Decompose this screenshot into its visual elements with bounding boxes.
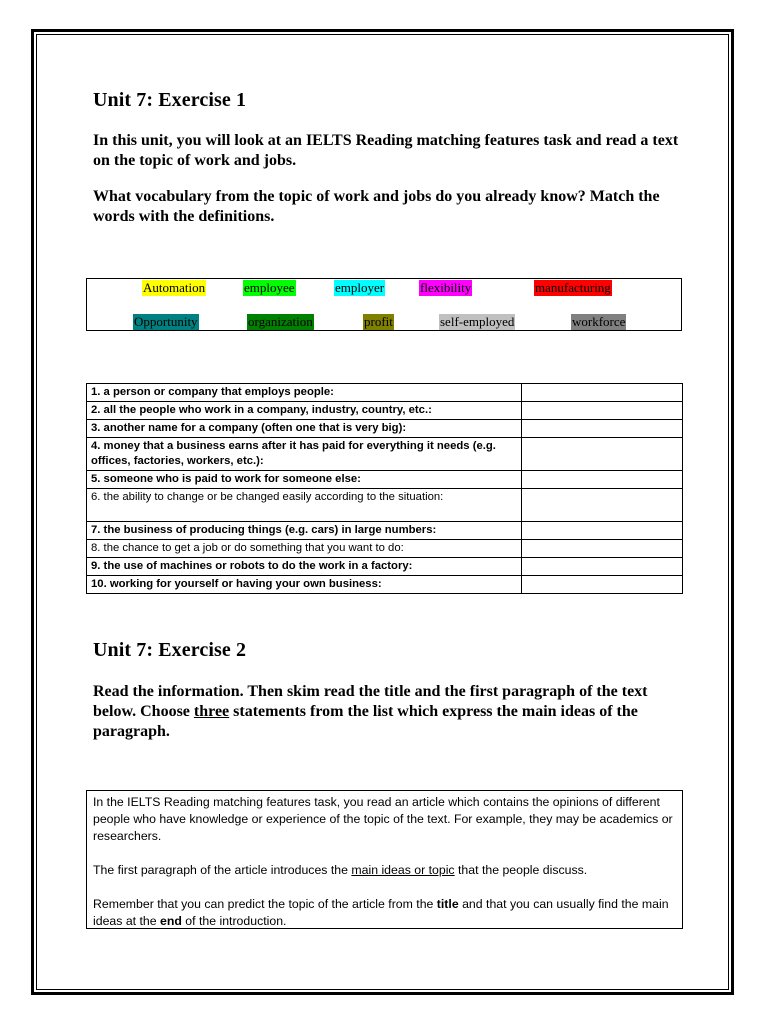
answer-cell[interactable] — [522, 438, 683, 471]
answer-cell[interactable] — [522, 420, 683, 438]
table-row — [87, 576, 683, 594]
end-keyword: end — [160, 914, 182, 928]
word-profit: profit — [364, 314, 393, 329]
definition-text: 7. the business of producing things (e.g. cars) in large numbers: — [87, 522, 522, 540]
table-row — [87, 540, 683, 558]
exercise1-question: What vocabulary from the topic of work and jobs do you already know? Match the words with the definitions. — [93, 188, 660, 225]
definition-text: 3. another name for a company (often one that is very big): — [87, 420, 522, 438]
answer-cell[interactable] — [522, 540, 683, 558]
table-row — [87, 522, 683, 540]
instruction-emphasis: three — [193, 703, 230, 720]
word-manufacturing: manufacturing — [535, 280, 611, 295]
info-text: of the introduction. — [181, 914, 287, 928]
definition-text: 2. all the people who work in a company, industry, country, etc.: — [87, 402, 522, 420]
exercise2-instruction — [93, 682, 683, 742]
word-opportunity: Opportunity — [134, 314, 198, 329]
answer-cell[interactable] — [522, 576, 683, 594]
word-employer: employer — [335, 280, 385, 295]
definition-text: 4. money that a business earns after it has paid for everything it needs (e.g. offices, factories, workers, etc.): — [87, 438, 522, 471]
answer-cell[interactable] — [522, 558, 683, 576]
word-organization: organization — [248, 314, 313, 329]
answer-cell[interactable] — [522, 471, 683, 489]
word-employee: employee — [244, 280, 295, 295]
table-row — [87, 558, 683, 576]
word-self-employed: self-employed — [440, 314, 515, 329]
table-row — [87, 438, 683, 471]
definition-text: 5. someone who is paid to work for someone else: — [87, 471, 522, 489]
answer-cell[interactable] — [522, 522, 683, 540]
exercise2-title: Unit 7: Exercise 2 — [93, 639, 247, 661]
info-paragraph-1: In the IELTS Reading matching features task, you read an article which contains the opinions of different people who have knowledge or experience of the topic of the text. For example, they may be academics or researchers. — [93, 795, 673, 843]
instruction-text: statements from the list which express the main ideas of the paragraph. — [93, 703, 638, 740]
main-ideas-phrase: main ideas or topic — [351, 863, 455, 877]
info-text: and that you can usually find the main ideas at the — [93, 897, 669, 928]
word-flexibility: flexibility — [420, 280, 472, 295]
info-text: Remember that you can predict the topic of the article from the — [93, 897, 437, 911]
word-bank — [86, 278, 682, 331]
word-workforce: workforce — [572, 314, 626, 329]
table-row — [87, 402, 683, 420]
definition-text: 9. the use of machines or robots to do the work in a factory: — [87, 558, 522, 576]
info-box — [86, 790, 683, 929]
answer-cell[interactable] — [522, 384, 683, 402]
definition-text: 1. a person or company that employs people: — [87, 384, 522, 402]
info-paragraph-2 — [93, 862, 676, 879]
definition-text: 6. the ability to change or be changed easily according to the situation: — [87, 489, 522, 522]
info-paragraph-3 — [93, 896, 676, 930]
title-keyword: title — [436, 897, 459, 911]
word-automation: Automation — [143, 280, 206, 295]
table-row — [87, 420, 683, 438]
definition-text: 8. the chance to get a job or do something that you want to do: — [87, 540, 522, 558]
table-row — [87, 384, 683, 402]
info-text: The first paragraph of the article introduces the — [93, 863, 352, 877]
table-row — [87, 471, 683, 489]
answer-cell[interactable] — [522, 402, 683, 420]
instruction-text: Read the information. Then skim read the title and the first paragraph of the text below. Choose — [93, 683, 648, 720]
exercise1-title: Unit 7: Exercise 1 — [93, 89, 247, 111]
info-text: that the people discuss. — [454, 863, 588, 877]
answer-cell[interactable] — [522, 489, 683, 522]
definitions-table — [86, 383, 683, 594]
exercise1-intro: In this unit, you will look at an IELTS Reading matching features task and read a text on the topic of work and jobs. — [93, 132, 679, 169]
table-row — [87, 489, 683, 522]
definition-text: 10. working for yourself or having your own business: — [87, 576, 522, 594]
